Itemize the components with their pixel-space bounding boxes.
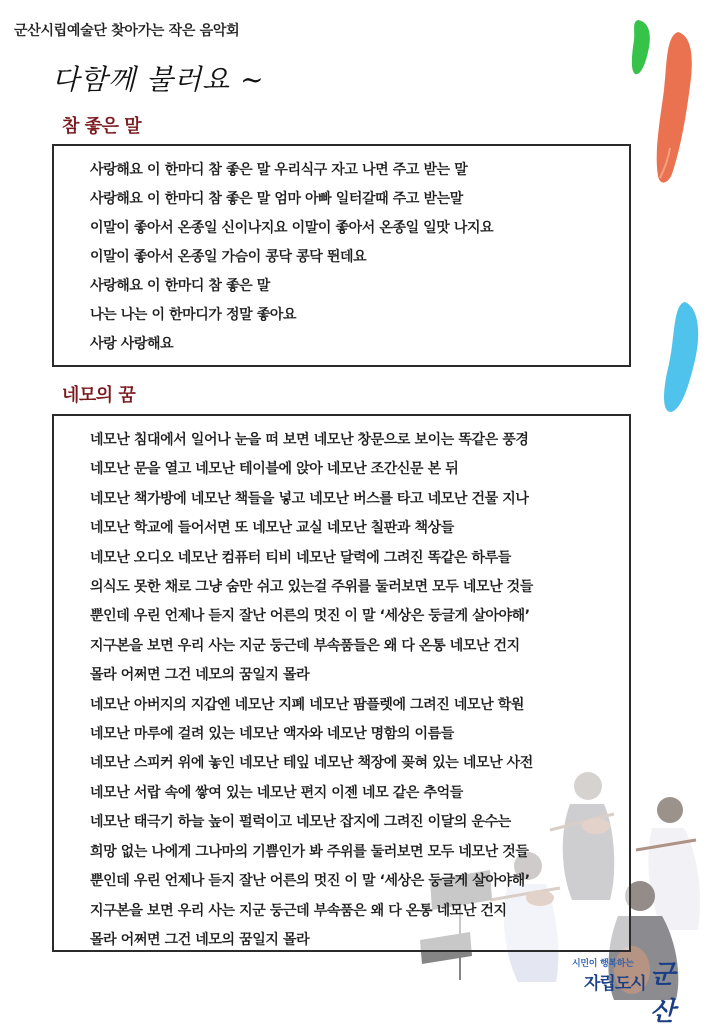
lyric-line: 네모난 침대에서 일어나 눈을 떠 보면 네모난 창문으로 보이는 똑같은 풍경 <box>90 432 529 448</box>
lyric-line: 네모난 마루에 걸려 있는 네모난 액자와 네모난 명함의 이름들 <box>90 726 454 743</box>
lyric-line: 나는 나는 이 한마디가 정말 좋아요 <box>90 307 297 323</box>
lyric-line: 네모난 태극기 하늘 높이 펄럭이고 네모난 잡지에 그려진 이달의 운수는 <box>90 814 511 831</box>
lyrics-box <box>52 144 631 367</box>
lyric-line: 몰라 어쩌면 그건 네모의 꿈일지 몰라 <box>90 667 310 684</box>
logo-brand: 군산 <box>650 960 676 1027</box>
lyric-line: 네모난 스피커 위에 놓인 네모난 테잎 네모난 책장에 꽂혀 있는 네모난 사전 <box>90 755 533 772</box>
lyric-line: 사랑 사랑해요 <box>90 336 174 352</box>
city-logo <box>560 952 700 1027</box>
lyric-line: 이말이 좋아서 온종일 신이나지요 이말이 좋아서 온종일 일맛 나지요 <box>90 220 494 236</box>
lyrics-box <box>52 414 631 952</box>
lyric-line: 지구본을 보면 우리 사는 지군 둥근데 부속품은 왜 다 온통 네모난 건지 <box>90 902 507 919</box>
lyric-line: 몰라 어쩌면 그건 네모의 꿈일지 몰라 <box>90 931 310 948</box>
lyric-line: 네모난 서랍 속에 쌓여 있는 네모난 편지 이젠 네모 같은 추억들 <box>90 784 463 801</box>
program-title: 군산시립예술단 찾아가는 작은 음악회 <box>14 23 240 39</box>
logo-slogan: 시민이 행복하는 <box>572 959 634 969</box>
song-title: 네모의 꿈 <box>62 385 136 406</box>
lyric-line: 네모난 문을 열고 네모난 테이블에 앉아 네모난 조간신문 본 뒤 <box>90 461 459 478</box>
lyric-line: 사랑해요 이 한마디 참 좋은 말 <box>90 278 270 294</box>
lyric-line: 사랑해요 이 한마디 참 좋은 말 우리식구 자고 나면 주고 받는 말 <box>90 162 468 178</box>
lyric-line: 의식도 못한 채로 그냥 숨만 쉬고 있는걸 주위를 둘러보면 모두 네모난 것들 <box>90 579 533 596</box>
lyric-line: 이말이 좋아서 온종일 가슴이 콩닥 콩닥 뛴데요 <box>90 249 367 265</box>
lyric-line: 희망 없는 나에게 그나마의 기쁨인가 봐 주위를 둘러보면 모두 네모난 것들 <box>90 843 529 860</box>
lyric-line: 네모난 학교에 들어서면 또 네모난 교실 네모난 칠판과 책상들 <box>90 520 454 537</box>
lyric-line: 네모난 책가방에 네모난 책들을 넣고 네모난 버스를 타고 네모난 건물 지나 <box>90 490 529 507</box>
orange-brush-stroke-icon <box>640 28 700 188</box>
lyric-line: 네모난 아버지의 지갑엔 네모난 지폐 네모난 팜플렛에 그려진 네모난 학원 <box>90 696 524 713</box>
sing-along-title: 다함께 불러요 ~ <box>52 63 265 96</box>
lyric-line: 뿐인데 우린 언제나 듣지 잘난 어른의 멋진 이 말 ‘세상은 둥글게 살아야해’ <box>90 608 530 625</box>
logo-city: 자립도시 <box>584 974 646 994</box>
blue-brush-stroke-icon <box>655 298 707 418</box>
song-title: 참 좋은 말 <box>62 116 142 137</box>
lyric-line: 뿐인데 우린 언제나 듣지 잘난 어른의 멋진 이 말 ‘세상은 둥글게 살아야해’ <box>90 873 530 890</box>
lyric-line: 네모난 오디오 네모난 컴퓨터 티비 네모난 달력에 그려진 똑같은 하루들 <box>90 549 511 566</box>
lyric-line: 지구본을 보면 우리 사는 지군 둥근데 부속품들은 왜 다 온통 네모난 건지 <box>90 637 520 654</box>
lyric-line: 사랑해요 이 한마디 참 좋은 말 엄마 아빠 일터갈때 주고 받는말 <box>90 191 463 207</box>
